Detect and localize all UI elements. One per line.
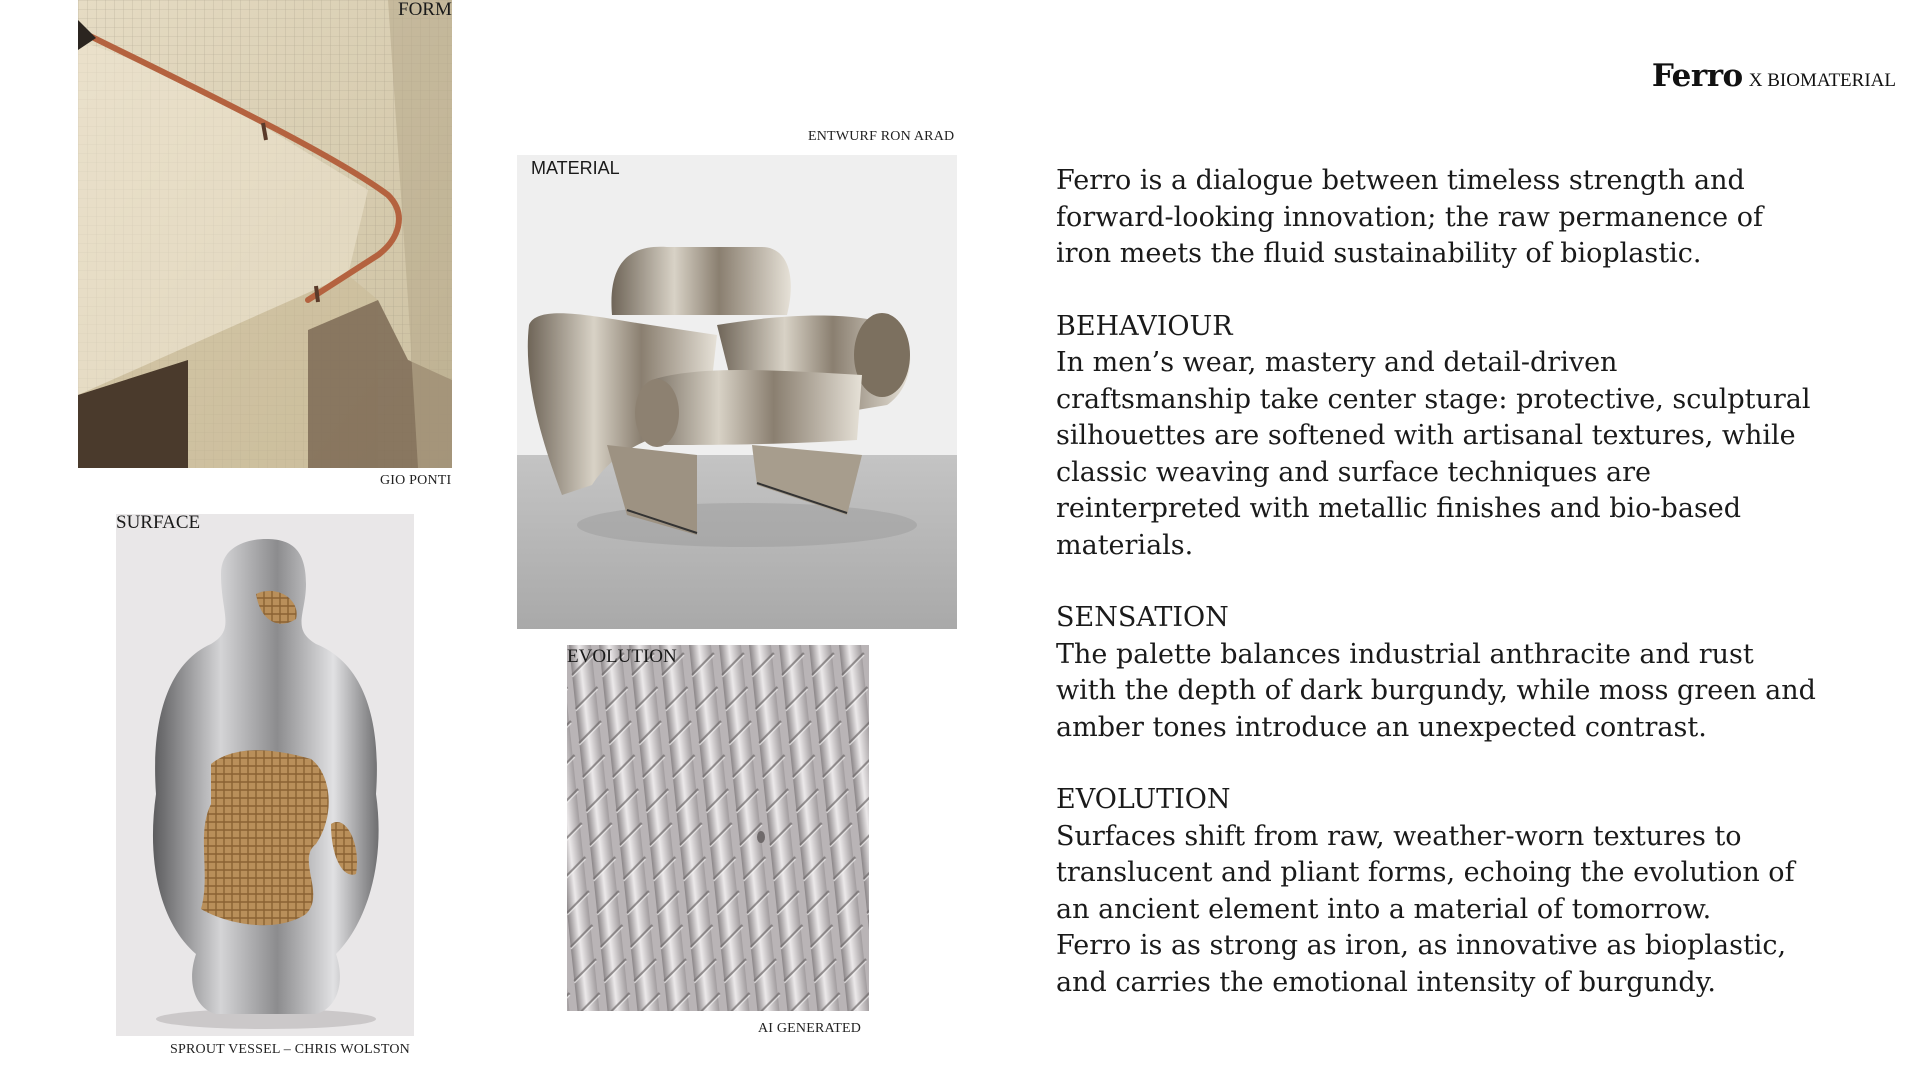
surface-label: SURFACE bbox=[116, 512, 201, 533]
form-image bbox=[78, 0, 452, 468]
evolution-paragraph: Surfaces shift from raw, weather-worn textures to translucent and pliant forms, echoing the evolution of an ancient element into a material of tomorrow. bbox=[1056, 820, 1795, 925]
evolution-label: EVOLUTION bbox=[567, 646, 677, 667]
sensation-heading: SENSATION bbox=[1056, 602, 1229, 633]
behaviour-heading: BEHAVIOUR bbox=[1056, 310, 1233, 342]
material-image bbox=[517, 155, 957, 629]
evolution-heading: EVOLUTION bbox=[1056, 784, 1231, 815]
brand-wordmark: Ferro bbox=[1651, 58, 1743, 94]
sensation-paragraph: The palette balances industrial anthracite and rust with the depth of dark burgundy, while moss green and amber tones introduce an unexpected contrast. bbox=[1056, 638, 1816, 743]
material-caption: ENTWURF RON ARAD bbox=[808, 129, 955, 144]
material-label: MATERIAL bbox=[531, 158, 620, 178]
intro-paragraph: Ferro is a dialogue between timeless strength and forward-looking innovation; the raw permanence of iron meets the fluid sustainability of bioplastic. bbox=[1056, 165, 1763, 269]
form-label: FORM bbox=[398, 0, 452, 20]
surface-caption: SPROUT VESSEL – CHRIS WOLSTON bbox=[170, 1042, 410, 1057]
description-text bbox=[1056, 163, 1816, 1001]
surface-image bbox=[116, 514, 414, 1036]
evolution-caption: AI GENERATED bbox=[758, 1021, 862, 1036]
form-caption: GIO PONTI bbox=[380, 473, 452, 488]
brand-suffix: X BIOMATERIAL bbox=[1748, 70, 1896, 91]
closing-paragraph: Ferro is as strong as iron, as innovative as bioplastic, and carries the emotional intensity of burgundy. bbox=[1056, 930, 1787, 998]
brand-logo bbox=[1652, 58, 1896, 94]
evolution-image bbox=[567, 645, 869, 1011]
behaviour-paragraph: In men’s wear, mastery and detail-driven craftsmanship take center stage: protective, sculptural silhouettes are softened with artisanal textures, while classic weaving and surface techniques are reinterpreted with metallic finishes and bio-based materials. bbox=[1056, 347, 1811, 561]
